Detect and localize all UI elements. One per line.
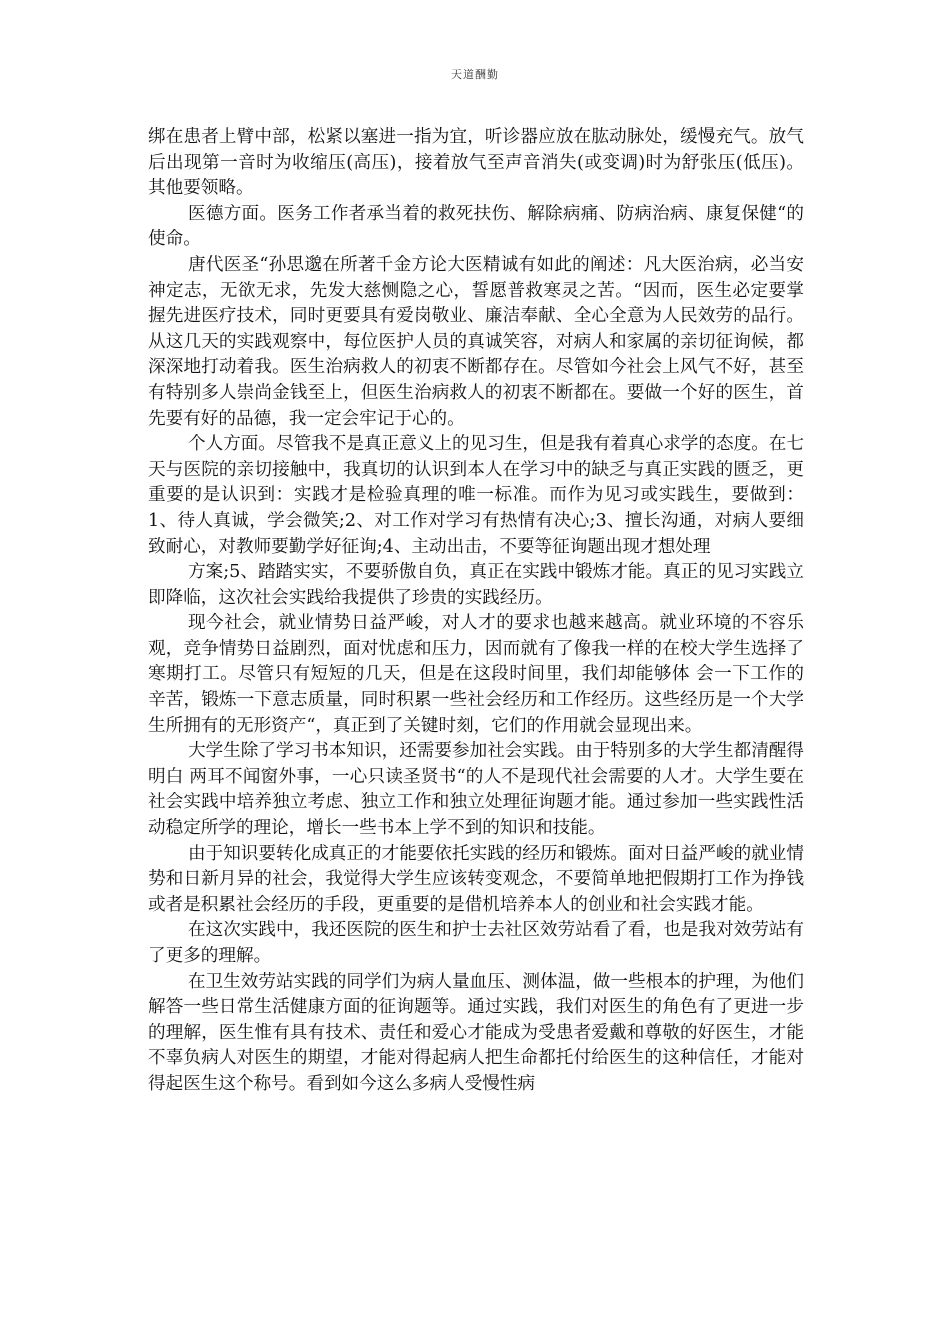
paragraph: 现今社会，就业情势日益严峻，对人才的要求也越来越高。就业环境的不容乐观，竞争情势日益剧烈，面对忧虑和压力，因而就有了像我一样的在校大学生选择了寒期打工。尽管只有短短的几天，但是在这段时间里，我们却能够体 会一下工作的辛苦，锻炼一下意志质量，同时积累一些社会经历和工作经历。这些经历是一个大学生所拥有的无形资产“，真正到了关键时刻，它们的作用就会显现出来。	[148, 613, 804, 736]
document-body	[148, 125, 804, 1098]
page-header: 天道酬勤	[451, 68, 499, 81]
paragraph: 在这次实践中，我还医院的医生和护士去社区效劳站看了看，也是我对效劳站有了更多的理解。	[148, 920, 804, 966]
paragraph: 在卫生效劳站实践的同学们为病人量血压、测体温，做一些根本的护理，为他们解答一些日常生活健康方面的征询题等。通过实践，我们对医生的角色有了更进一步的理解，医生惟有具有技术、责任和爱心才能成为受患者爱戴和尊敬的好医生，才能不辜负病人对医生的期望，才能对得起病人把生命都托付给医生的这种信任，才能对得起医生这个称号。看到如今这么多病人受慢性病	[148, 971, 804, 1094]
paragraph: 唐代医圣“孙思邈在所著千金方论大医精诚有如此的阐述：凡大医治病，必当安神定志，无欲无求，先发大慈恻隐之心，誓愿普救寒灵之苦。“因而，医生必定要掌握先进医疗技术，同时更要具有爱岗敬业、廉洁奉献、全心全意为人民效劳的品行。从这几天的实践观察中，每位医护人员的真诚笑容，对病人和家属的亲切征询候，都深深地打动着我。医生治病救人的初衷不断都存在。尽管如今社会上风气不好，甚至有特别多人崇尚金钱至上，但医生治病救人的初衷不断都在。要做一个好的医生，首先要有好的品德，我一定会牢记于心的。	[148, 254, 804, 429]
paragraph: 医德方面。医务工作者承当着的救死扶伤、解除病痛、防病治病、康复保健“的使命。	[148, 203, 804, 250]
paragraph: 由于知识要转化成真正的才能要依托实践的经历和锻炼。面对日益严峻的就业情势和日新月异的社会，我觉得大学生应该转变观念，不要简单地把假期打工作为挣钱或者是积累社会经历的手段，更重要的是借机培养本人的创业和社会实践才能。	[148, 843, 804, 915]
paragraph: 绑在患者上臂中部，松紧以塞进一指为宜，听诊器应放在肱动脉处，缓慢充气。放气后出现第一音时为收缩压(高压)，接着放气至声音消失(或变调)时为舒张压(低压)。其他要领略。	[148, 127, 804, 199]
paragraph: 大学生除了学习书本知识，还需要参加社会实践。由于特别多的大学生都清醒得明白 两耳不闻窗外事，一心只读圣贤书“的人不是现代社会需要的人才。大学生要在社会实践中培养独立考虑、独立工作和独立处理征询题才能。通过参加一些实践性活动稳定所学的理论，增长一些书本上学不到的知识和技能。	[148, 741, 804, 839]
paragraph: 个人方面。尽管我不是真正意义上的见习生，但是我有着真心求学的态度。在七天与医院的亲切接触中，我真切的认识到本人在学习中的缺乏与真正实践的匮乏，更重要的是认识到：实践才是检验真理的唯一标准。而作为见习或实践生，要做到：1、待人真诚，学会微笑;2、对工作对学习有热情有决心;3、擅长沟通，对病人要细致耐心，对教师要勤学好征询;4、主动出击，不要等征询题出现才想处理	[148, 434, 804, 557]
paragraph: 方案;5、踏踏实实，不要骄傲自负，真正在实践中锻炼才能。真正的见习实践立即降临，这次社会实践给我提供了珍贵的实践经历。	[148, 562, 804, 608]
